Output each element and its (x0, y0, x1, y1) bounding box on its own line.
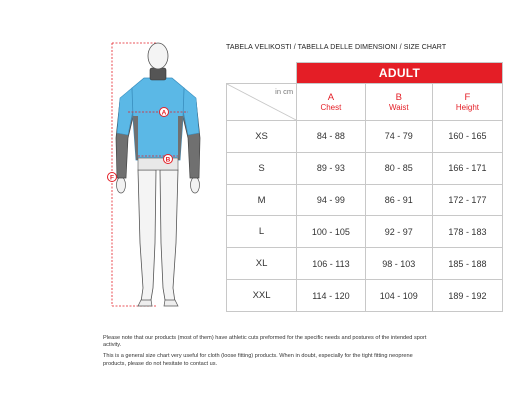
height-cell: 160 - 165 (432, 121, 502, 153)
size-cell: M (227, 184, 297, 216)
waist-cell: 98 - 103 (365, 248, 432, 280)
marker-a (160, 108, 169, 117)
size-cell: XS (227, 121, 297, 153)
table-row (227, 121, 503, 153)
note-athletic-cuts: Please note that our products (most of them) have athletic cuts preformed for the specific needs and postures of the intended sport activity. (103, 335, 427, 349)
marker-b-label: B (165, 156, 171, 164)
size-cell: S (227, 152, 297, 184)
chest-cell: 84 - 88 (297, 121, 366, 153)
column-header-chest: A Chest (297, 84, 366, 121)
adult-header: ADULT (297, 63, 503, 84)
marker-b (164, 155, 173, 164)
marker-a-label: A (161, 109, 167, 117)
marker-f-label: F (110, 174, 114, 182)
column-header-height: F Height (432, 84, 502, 121)
chart-title: TABELA VELIKOSTI / TABELLA DELLE DIMENSIONI / SIZE CHART (226, 44, 447, 51)
size-cell: L (227, 216, 297, 248)
table-row (227, 216, 503, 248)
size-cell: XL (227, 248, 297, 280)
chest-cell: 89 - 93 (297, 152, 366, 184)
waist-cell: 92 - 97 (365, 216, 432, 248)
waist-cell: 74 - 79 (365, 121, 432, 153)
note-general-size-chart: This is a general size chart very useful for cloth (loose fitting) products. When in doubt, especially for the tight fitting neoprene products, please do not hesitate to contact us. (103, 353, 413, 367)
height-cell: 189 - 192 (432, 280, 502, 312)
chest-cell: 106 - 113 (297, 248, 366, 280)
table-row (227, 152, 503, 184)
table-row (227, 248, 503, 280)
unit-label: in cm (275, 87, 294, 96)
chest-cell: 94 - 99 (297, 184, 366, 216)
table-row (227, 184, 503, 216)
body-measurement-figure (98, 38, 218, 310)
waist-cell: 86 - 91 (365, 184, 432, 216)
waist-cell: 80 - 85 (365, 152, 432, 184)
size-cell: XXL (227, 280, 297, 312)
waist-cell: 104 - 109 (365, 280, 432, 312)
notes (103, 335, 430, 372)
height-cell: 185 - 188 (432, 248, 502, 280)
height-cell: 178 - 183 (432, 216, 502, 248)
table-row (227, 280, 503, 312)
size-chart-table (226, 62, 503, 312)
column-header-waist: B Waist (365, 84, 432, 121)
marker-f (108, 173, 117, 182)
unit-header-cell (227, 84, 297, 121)
height-cell: 172 - 177 (432, 184, 502, 216)
chest-cell: 114 - 120 (297, 280, 366, 312)
chest-cell: 100 - 105 (297, 216, 366, 248)
height-cell: 166 - 171 (432, 152, 502, 184)
